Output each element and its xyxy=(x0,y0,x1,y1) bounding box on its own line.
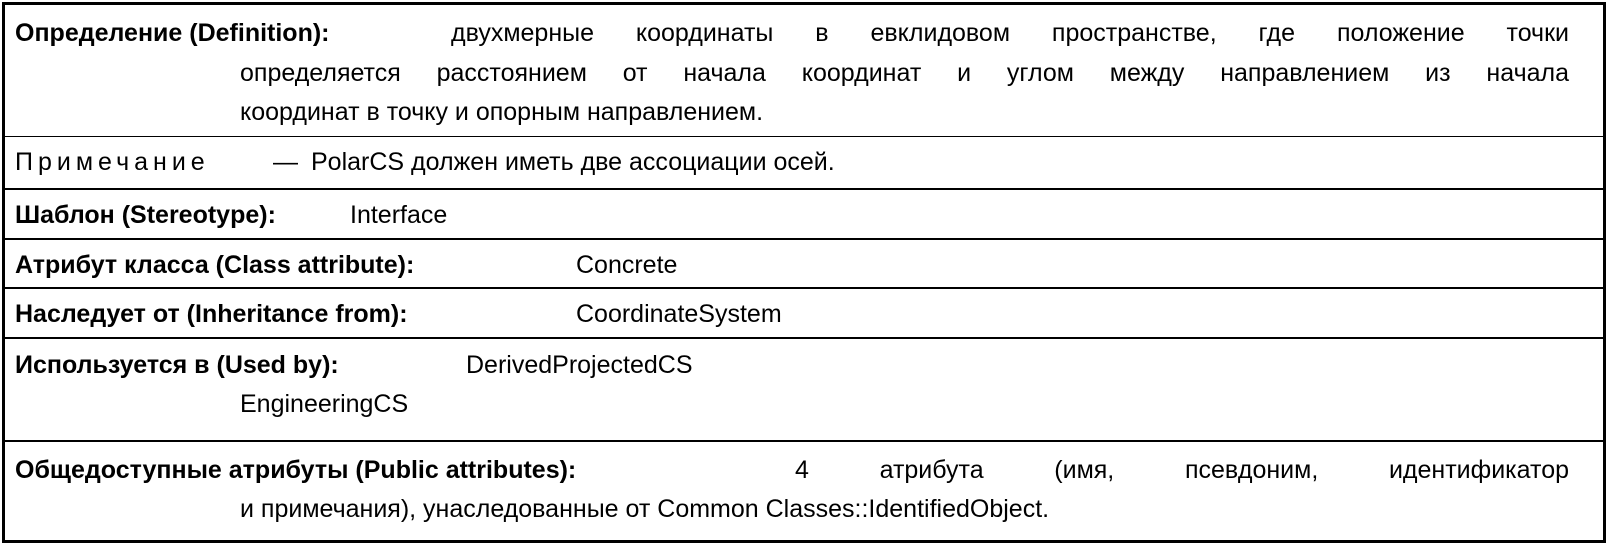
used-by-item: DerivedProjectedCS xyxy=(466,351,693,379)
definition-label: Определение (Definition): xyxy=(15,19,330,47)
stereotype-label: Шаблон (Stereotype): xyxy=(15,201,276,229)
definition-line-3: координат в точку и опорным направлением. xyxy=(240,98,764,126)
used-by-item: EngineeringCS xyxy=(240,390,409,418)
note-dash: — xyxy=(273,148,298,176)
public-attributes-line-1: 4 атрибута (имя, псевдоним, идентификатор xyxy=(795,456,1569,484)
used-by-label: Используется в (Used by): xyxy=(15,351,339,379)
definition-line-2: определяется расстоянием от начала координат и углом между направлением из начала xyxy=(240,59,1569,87)
public-attributes-label: Общедоступные атрибуты (Public attributes): xyxy=(15,456,577,484)
definition-row xyxy=(5,5,1603,188)
inheritance-label: Наследует от (Inheritance from): xyxy=(15,300,408,328)
stereotype-row xyxy=(5,188,1603,240)
note-text: PolarCS должен иметь две ассоциации осей. xyxy=(311,148,835,176)
class-attribute-row xyxy=(5,238,1603,289)
class-attribute-value: Concrete xyxy=(576,251,678,279)
public-attributes-line-2: и примечания), унаследованные от Common Classes::IdentifiedObject. xyxy=(240,495,1050,523)
definition-line-1: двухмерные координаты в евклидовом пространстве, где положение точки xyxy=(451,19,1569,47)
public-attributes-row xyxy=(5,440,1603,540)
note-divider xyxy=(5,136,1603,137)
inheritance-row xyxy=(5,287,1603,339)
used-by-row xyxy=(5,337,1603,442)
stereotype-value: Interface xyxy=(350,201,448,229)
uml-class-spec-table xyxy=(2,2,1606,543)
inheritance-value: CoordinateSystem xyxy=(576,300,782,328)
class-attribute-label: Атрибут класса (Class attribute): xyxy=(15,251,415,279)
note-label: Примечание xyxy=(15,148,210,176)
